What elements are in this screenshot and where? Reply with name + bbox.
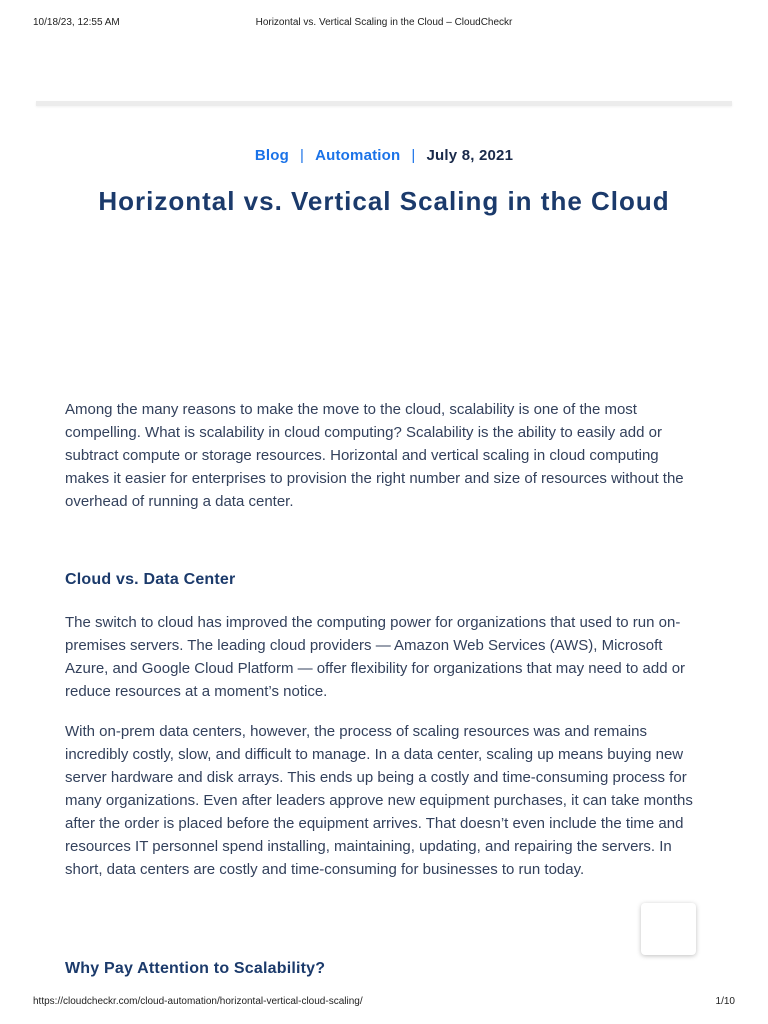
section1-paragraph-1 (65, 611, 705, 703)
article-title: Horizontal vs. Vertical Scaling in the Cloud (98, 186, 670, 216)
print-footer (0, 996, 768, 1010)
body-paragraph: With on-prem data centers, however, the process of scaling resources was and remains incredibly costly, slow, and difficult to manage. In a data center, scaling up means buying new server hardware and disk arrays. This ends up being a costly and time-consuming process for many organizations. Even after leaders approve new equipment purchases, it can take months after the order is placed before the equipment arrives. That doesn’t even include the time and resources IT personnel spend installing, maintaining, updating, and repairing the servers. In short, data centers are costly and time-consuming for businesses to run today. (65, 723, 693, 878)
print-datetime: 10/18/23, 12:55 AM (33, 17, 120, 28)
publish-date: July 8, 2021 (426, 147, 514, 164)
category-link-automation[interactable]: Automation (315, 147, 401, 164)
intro-paragraph: Among the many reasons to make the move to the cloud, scalability is one of the most compelling. What is scalability in cloud computing? Scalability is the ability to easily add or subtract compute or storage resources. Horizontal and vertical scaling in cloud computing makes it easier for enterprises to provision the right number and size of resources without the overhead of running a data center. (65, 401, 684, 510)
print-url: https://cloudcheckr.com/cloud-automation/horizontal-vertical-cloud-scaling/ (33, 996, 363, 1007)
article-meta (0, 147, 768, 164)
meta-separator: | (411, 147, 416, 164)
article-intro (65, 398, 705, 513)
section-heading-cloud-vs-data-center: Cloud vs. Data Center (65, 571, 236, 588)
body-paragraph: The switch to cloud has improved the computing power for organizations that used to run on-premises servers. The leading cloud providers — Amazon Web Services (AWS), Microsoft Azure, and Google Cloud Platform — offer flexibility for organizations that may need to add or reduce resources at a moment’s notice. (65, 614, 686, 700)
section-heading-why-scalability: Why Pay Attention to Scalability? (65, 960, 326, 977)
print-page-number: 1/10 (715, 996, 735, 1007)
print-page-title: Horizontal vs. Vertical Scaling in the Cloud – CloudCheckr (255, 17, 513, 28)
print-header (0, 17, 768, 31)
section1-paragraph-2 (65, 720, 705, 881)
chat-widget-button[interactable] (641, 903, 696, 955)
site-header-bar (36, 101, 732, 106)
meta-separator: | (299, 147, 305, 164)
category-link-blog[interactable]: Blog (254, 147, 289, 164)
